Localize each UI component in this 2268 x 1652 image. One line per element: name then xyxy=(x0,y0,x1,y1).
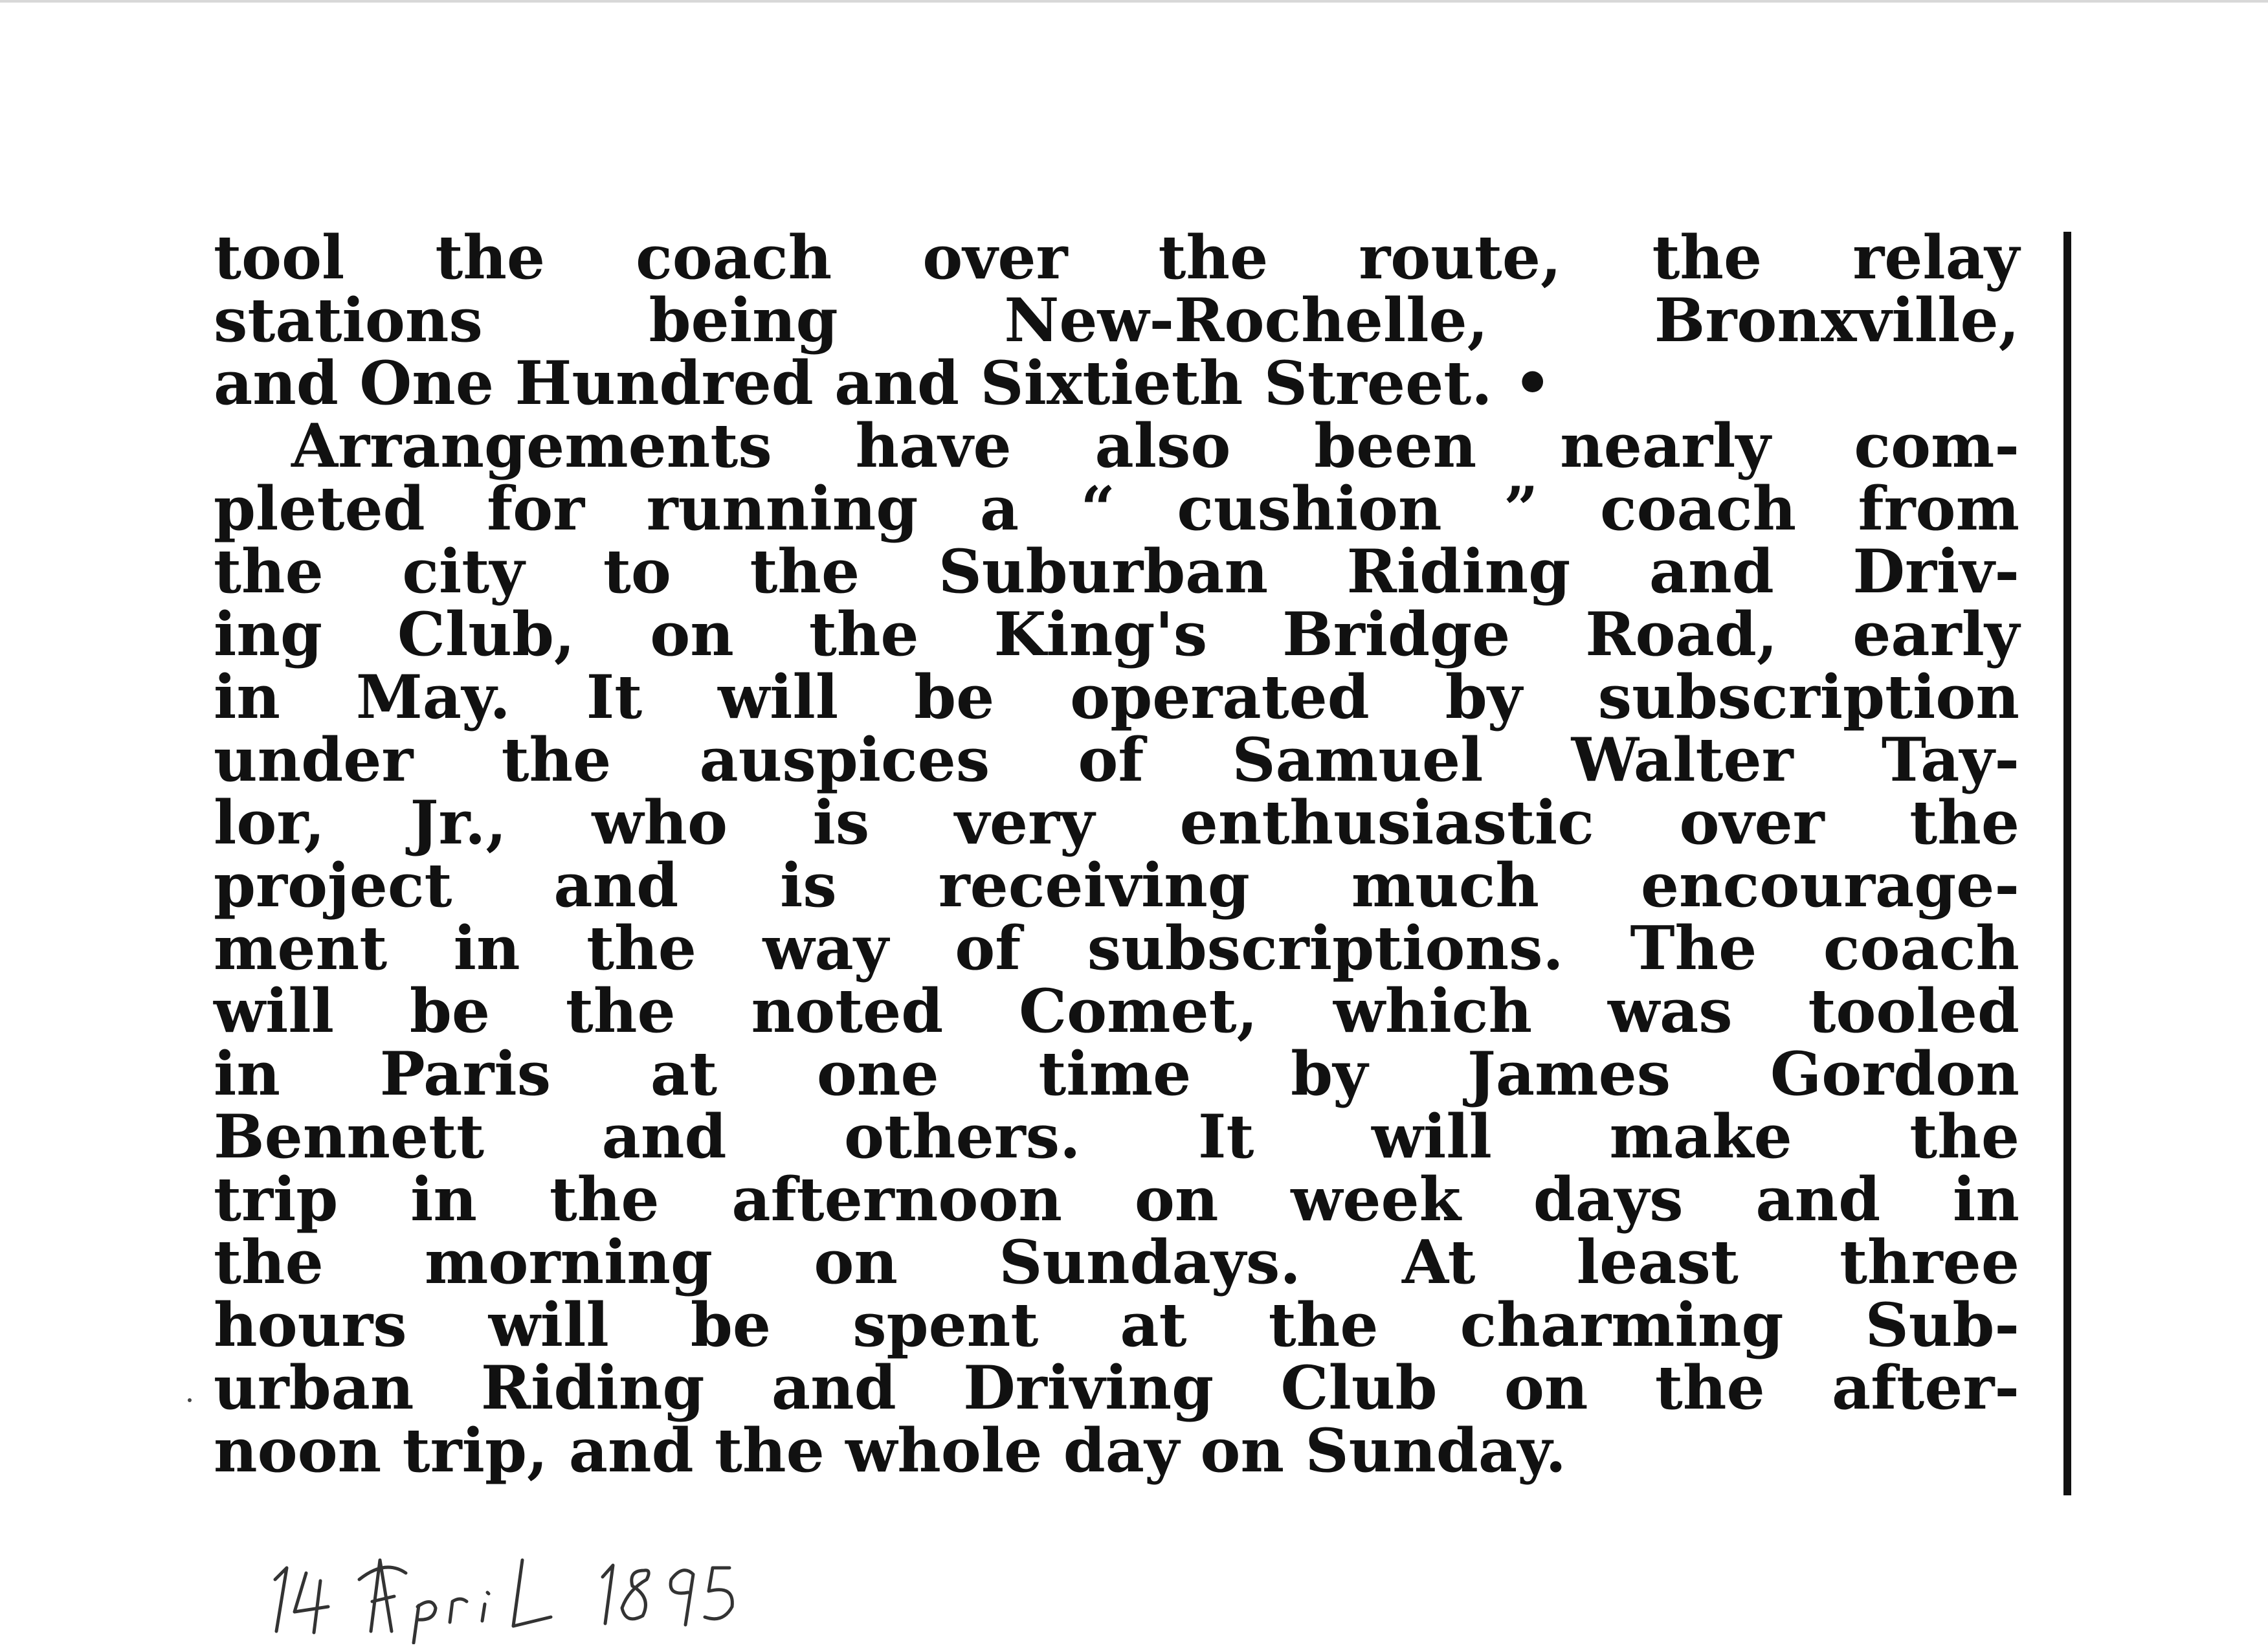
article-line: hours will be spent at the charming Sub- xyxy=(214,1289,2019,1360)
scan-edge xyxy=(0,0,2268,3)
handwritten-date xyxy=(256,1534,825,1644)
article-line: Arrangements have also been nearly com- xyxy=(291,410,2019,481)
article-line: pleted for running a “ cushion ” coach from xyxy=(214,473,2019,544)
article-line: project and is receiving much encourage- xyxy=(214,850,2019,921)
article-line: stations being New-Rochelle, Bronxville, xyxy=(214,285,2019,355)
article-line: Bennett and others. It will make the xyxy=(214,1101,2019,1172)
article-line: the city to the Suburban Riding and Driv- xyxy=(214,536,2019,607)
handwritten-date-text xyxy=(825,1534,826,1535)
article-line: ing Club, on the King's Bridge Road, early xyxy=(214,599,2019,669)
article-line: tool the coach over the route, the relay xyxy=(214,222,2019,293)
article-line: noon trip, and the whole day on Sunday. xyxy=(214,1415,1566,1486)
article-line: in May. It will be operated by subscription xyxy=(214,662,2019,732)
article-line: under the auspices of Samuel Walter Tay- xyxy=(214,724,2019,795)
article-line: and One Hundred and Sixtieth Street. • xyxy=(214,348,1552,418)
handwritten-date-drawing xyxy=(256,1534,825,1644)
article-line: ment in the way of subscriptions. The coach xyxy=(214,913,2019,983)
column-rule xyxy=(2063,232,2071,1495)
scan-speck xyxy=(188,1398,192,1402)
article-line: trip in the afternoon on week days and in xyxy=(214,1164,2019,1234)
article-line: will be the noted Comet, which was tooled xyxy=(214,976,2019,1046)
article-line: the morning on Sundays. At least three xyxy=(214,1227,2019,1297)
article-line: in Paris at one time by James Gordon xyxy=(214,1038,2019,1109)
article-line: urban Riding and Driving Club on the after- xyxy=(214,1352,2019,1423)
newspaper-clipping xyxy=(214,222,2019,1502)
article-line: lor, Jr., who is very enthusiastic over the xyxy=(214,787,2019,858)
